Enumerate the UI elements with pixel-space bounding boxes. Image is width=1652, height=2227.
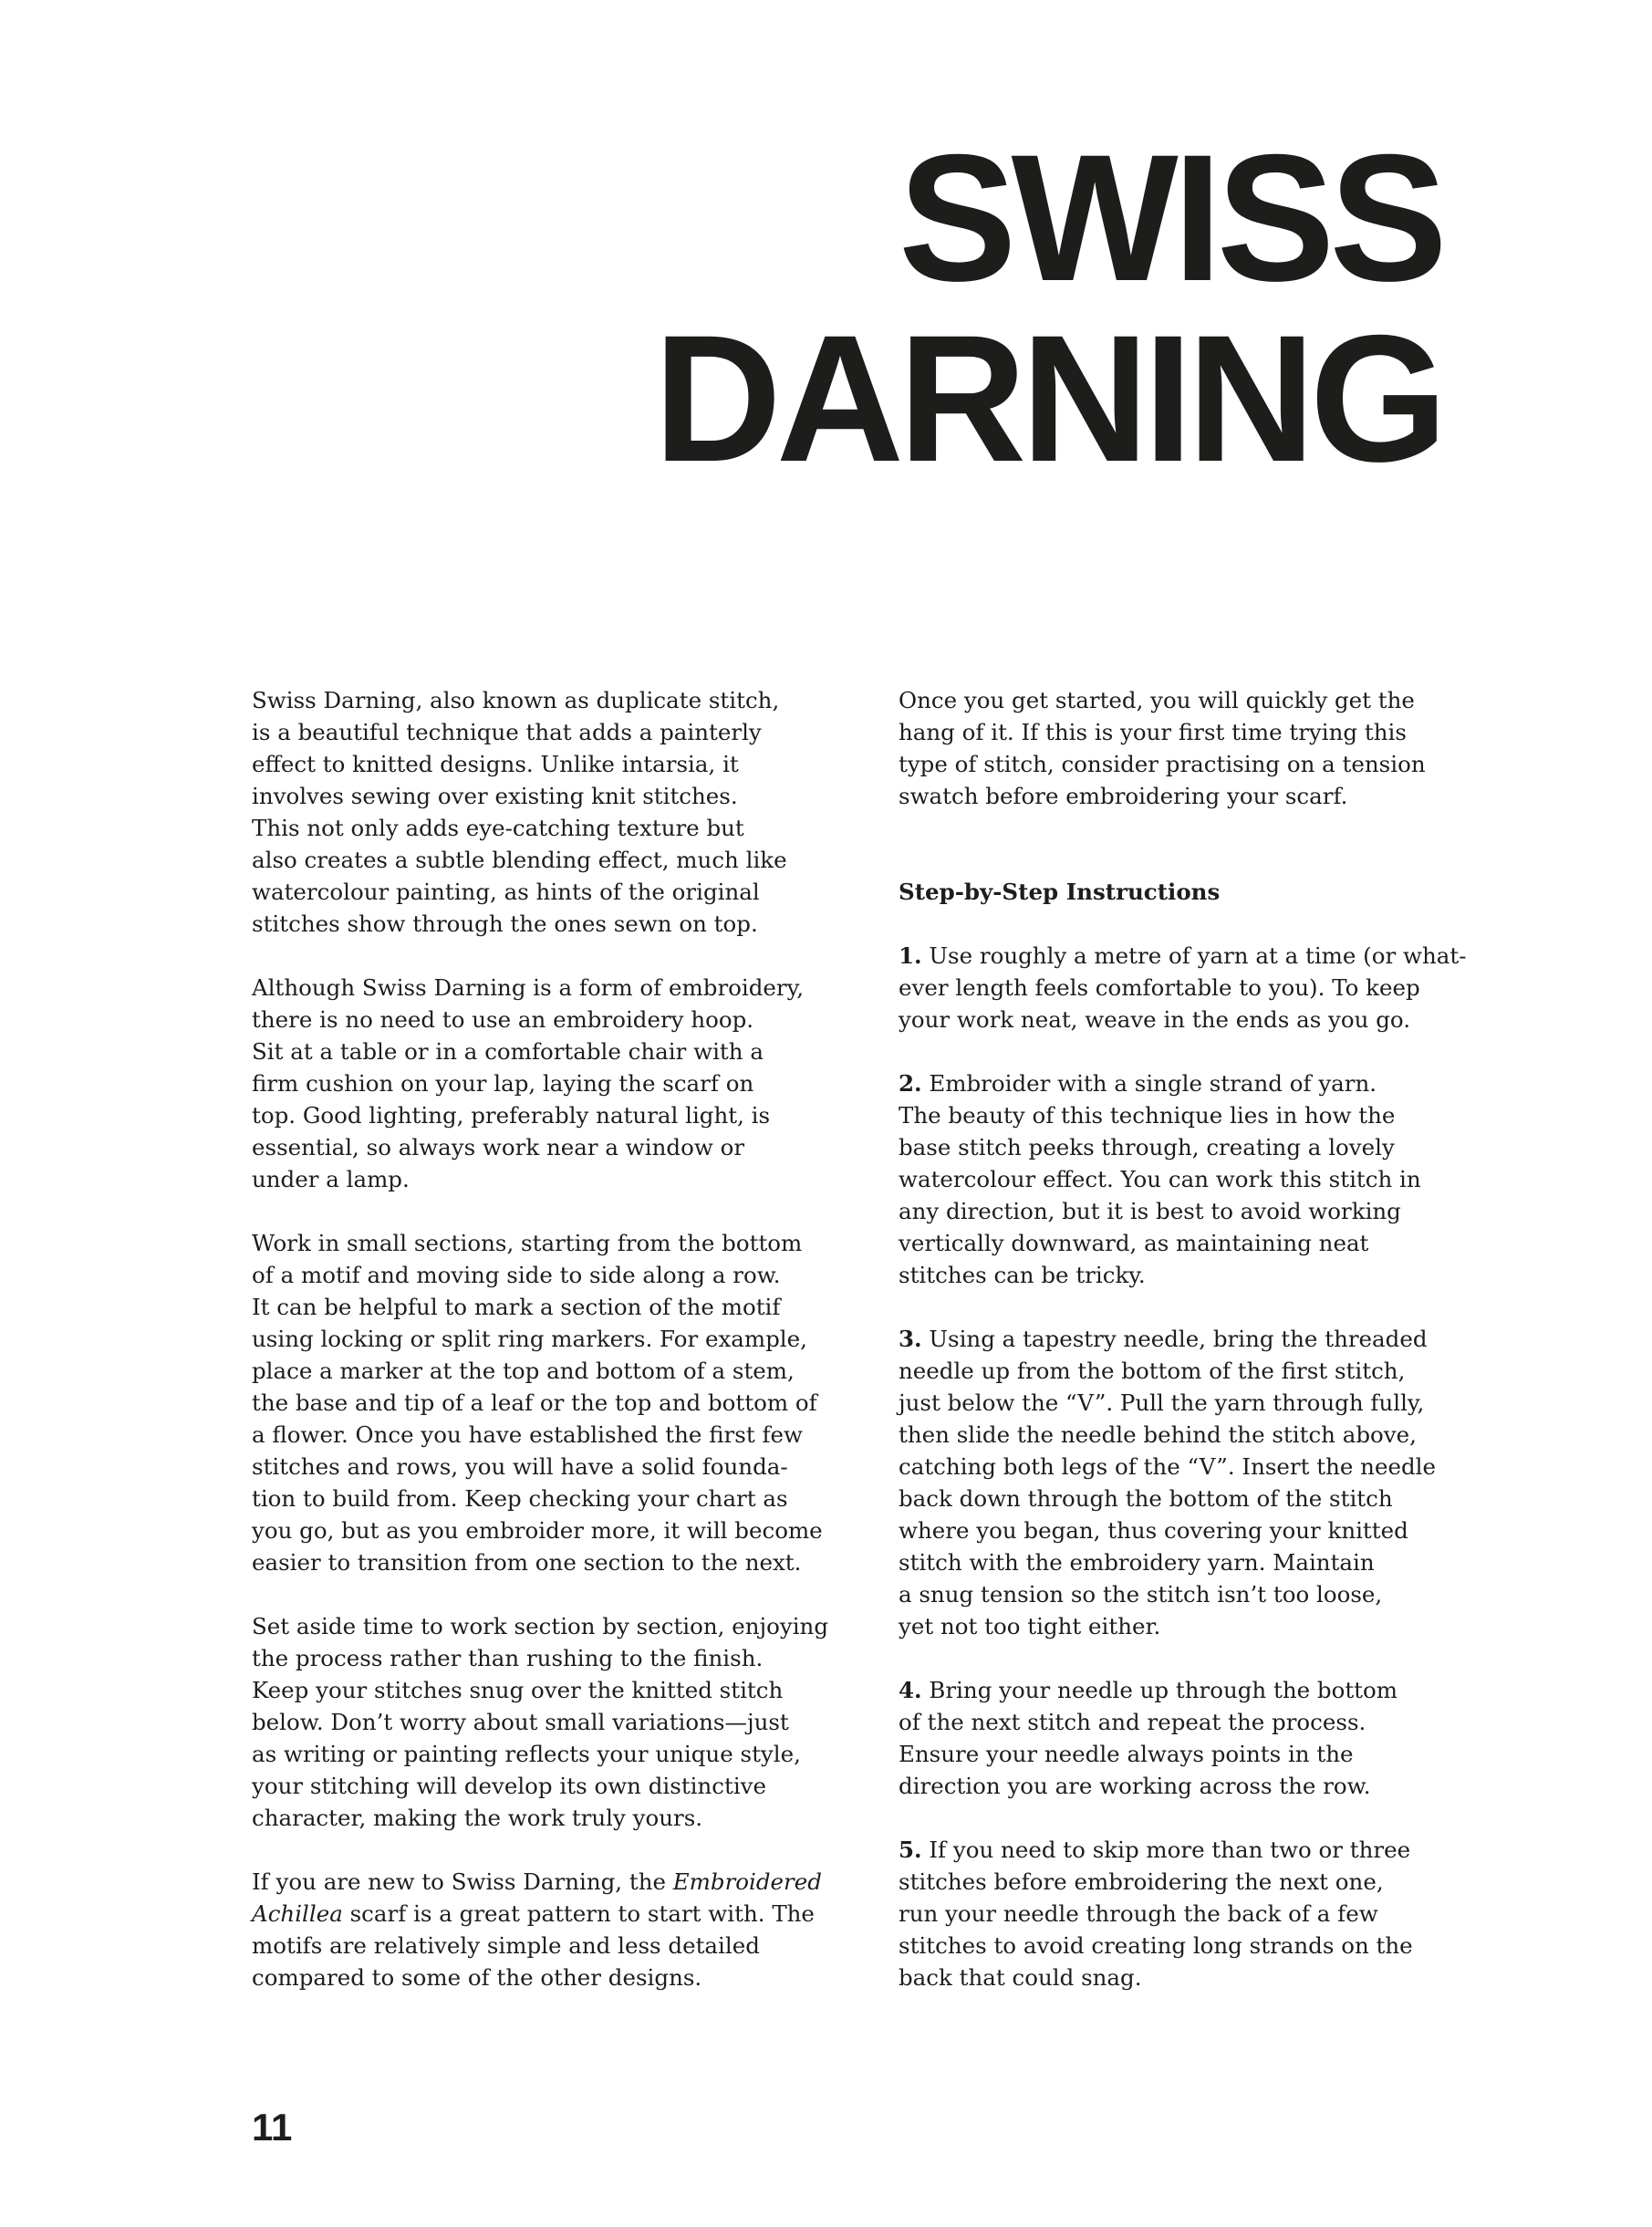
sections-paragraph	[252, 1227, 836, 1578]
text-line: direction you are working across the row.	[899, 1773, 1371, 1799]
text-line	[252, 1866, 836, 1898]
text-line: catching both legs of the “V”. Insert the needle	[899, 1453, 1436, 1480]
text-line: below. Don’t worry about small variations—just	[252, 1709, 789, 1735]
pacing-paragraph	[252, 1610, 836, 1834]
text-run: Use roughly a metre of yarn at a time (or what-	[921, 942, 1467, 969]
text-line	[899, 1323, 1482, 1355]
text-line: Swiss Darning, also known as duplicate stitch,	[252, 687, 780, 713]
text-run: Using a tapestry needle, bring the threaded	[921, 1326, 1428, 1352]
step-number: 1.	[899, 942, 922, 969]
pattern-name-emphasis: Achillea	[252, 1900, 343, 1927]
text-run: If you are new to Swiss Darning, the	[252, 1868, 673, 1895]
step-3	[899, 1323, 1482, 1642]
text-line	[899, 1067, 1482, 1099]
page-title-line-1: SWISS	[899, 117, 1442, 318]
text-line: the process rather than rushing to the finish.	[252, 1645, 764, 1671]
text-line: compared to some of the other designs.	[252, 1964, 702, 1991]
text-run: scarf is a great pattern to start with. The	[342, 1900, 815, 1927]
text-line: place a marker at the top and bottom of a stem,	[252, 1358, 795, 1384]
text-run: If you need to skip more than two or three	[921, 1837, 1411, 1863]
text-line: easier to transition from one section to the next.	[252, 1549, 802, 1576]
text-line: stitches to avoid creating long strands on the	[899, 1932, 1413, 1959]
text-line: watercolour effect. You can work this stitch in	[899, 1166, 1421, 1192]
text-line: swatch before embroidering your scarf.	[899, 783, 1348, 809]
page-title	[653, 117, 1442, 499]
text-line	[899, 1674, 1482, 1706]
text-line: base stitch peeks through, creating a lovely	[899, 1134, 1395, 1160]
text-line: using locking or split ring markers. For example,	[252, 1326, 807, 1352]
text-line: run your needle through the back of a few	[899, 1900, 1378, 1927]
text-line: firm cushion on your lap, laying the scarf on	[252, 1070, 754, 1097]
text-line: as writing or painting reflects your unique style,	[252, 1741, 801, 1767]
pattern-name-emphasis: Embroidered	[672, 1868, 822, 1895]
text-line: your work neat, weave in the ends as you go.	[899, 1006, 1410, 1033]
text-line: back that could snag.	[899, 1964, 1142, 1991]
step-number: 5.	[899, 1837, 922, 1863]
text-line: any direction, but it is best to avoid working	[899, 1198, 1401, 1224]
text-line: stitch with the embroidery yarn. Maintain	[899, 1549, 1375, 1576]
text-line: Set aside time to work section by section, enjoying	[252, 1613, 828, 1639]
text-line	[899, 1834, 1482, 1866]
step-4	[899, 1674, 1482, 1802]
step-number: 2.	[899, 1070, 922, 1097]
text-run: Bring your needle up through the bottom	[921, 1677, 1398, 1703]
step-5	[899, 1834, 1482, 1993]
text-line: where you began, thus covering your knitted	[899, 1517, 1408, 1544]
text-line: top. Good lighting, preferably natural light, is	[252, 1102, 771, 1129]
text-line: a snug tension so the stitch isn’t too loose,	[899, 1581, 1383, 1608]
text-line: of the next stitch and repeat the process.	[899, 1709, 1366, 1735]
getting-started-paragraph	[899, 684, 1482, 812]
left-column	[252, 684, 836, 2025]
step-number: 3.	[899, 1326, 922, 1352]
right-column	[899, 684, 1482, 2025]
text-line: ever length feels comfortable to you). To keep	[899, 974, 1420, 1001]
intro-paragraph	[252, 684, 836, 940]
text-line: needle up from the bottom of the first stitch,	[899, 1358, 1406, 1384]
text-line: also creates a subtle blending effect, much like	[252, 847, 787, 873]
text-line: Once you get started, you will quickly get the	[899, 687, 1415, 713]
text-line: watercolour painting, as hints of the original	[252, 879, 760, 905]
text-line: Sit at a table or in a comfortable chair with a	[252, 1038, 764, 1065]
text-line: under a lamp.	[252, 1166, 410, 1192]
text-line: stitches and rows, you will have a solid founda-	[252, 1453, 788, 1480]
text-line: you go, but as you embroider more, it will become	[252, 1517, 823, 1544]
text-line	[252, 1898, 836, 1930]
text-line: your stitching will develop its own distinctive	[252, 1773, 767, 1799]
text-line: a flower. Once you have established the first few	[252, 1421, 804, 1448]
text-line: involves sewing over existing knit stitches.	[252, 783, 738, 809]
text-line: stitches before embroidering the next one,	[899, 1868, 1384, 1895]
text-line: hang of it. If this is your first time trying this	[899, 719, 1407, 745]
step-2	[899, 1067, 1482, 1291]
setup-paragraph	[252, 972, 836, 1195]
text-line: The beauty of this technique lies in how the	[899, 1102, 1396, 1129]
text-line: stitches can be tricky.	[899, 1262, 1146, 1288]
text-line: of a motif and moving side to side along a row.	[252, 1262, 781, 1288]
step-1	[899, 940, 1482, 1035]
text-run: Embroider with a single strand of yarn.	[921, 1070, 1377, 1097]
text-line: stitches show through the ones sewn on top.	[252, 911, 758, 937]
text-line	[899, 940, 1482, 972]
page-number: 11	[252, 2106, 293, 2149]
text-line: there is no need to use an embroidery hoop.	[252, 1006, 754, 1033]
text-line: character, making the work truly yours.	[252, 1805, 703, 1831]
text-line: It can be helpful to mark a section of the motif	[252, 1294, 781, 1320]
text-line: Work in small sections, starting from the bottom	[252, 1230, 803, 1256]
text-line: type of stitch, consider practising on a tension	[899, 751, 1426, 777]
text-line: the base and tip of a leaf or the top and bottom of	[252, 1389, 817, 1416]
text-line: yet not too tight either.	[899, 1613, 1161, 1639]
text-line: essential, so always work near a window or	[252, 1134, 745, 1160]
page-title-line-2: DARNING	[653, 297, 1442, 499]
text-line: just below the “V”. Pull the yarn through fully,	[899, 1389, 1425, 1416]
text-line: This not only adds eye-catching texture but	[252, 815, 744, 841]
step-number: 4.	[899, 1677, 922, 1703]
text-line: back down through the bottom of the stitch	[899, 1485, 1393, 1512]
instructions-heading: Step-by-Step Instructions	[899, 879, 1221, 905]
text-line: Ensure your needle always points in the	[899, 1741, 1354, 1767]
text-line: motifs are relatively simple and less detailed	[252, 1932, 760, 1959]
beginner-paragraph	[252, 1866, 836, 1993]
text-line: Although Swiss Darning is a form of embroidery,	[252, 974, 805, 1001]
text-line: Keep your stitches snug over the knitted stitch	[252, 1677, 784, 1703]
text-line: is a beautiful technique that adds a painterly	[252, 719, 762, 745]
text-line: vertically downward, as maintaining neat	[899, 1230, 1369, 1256]
text-line: effect to knitted designs. Unlike intarsia, it	[252, 751, 739, 777]
text-line: then slide the needle behind the stitch above,	[899, 1421, 1417, 1448]
text-line: tion to build from. Keep checking your chart as	[252, 1485, 788, 1512]
